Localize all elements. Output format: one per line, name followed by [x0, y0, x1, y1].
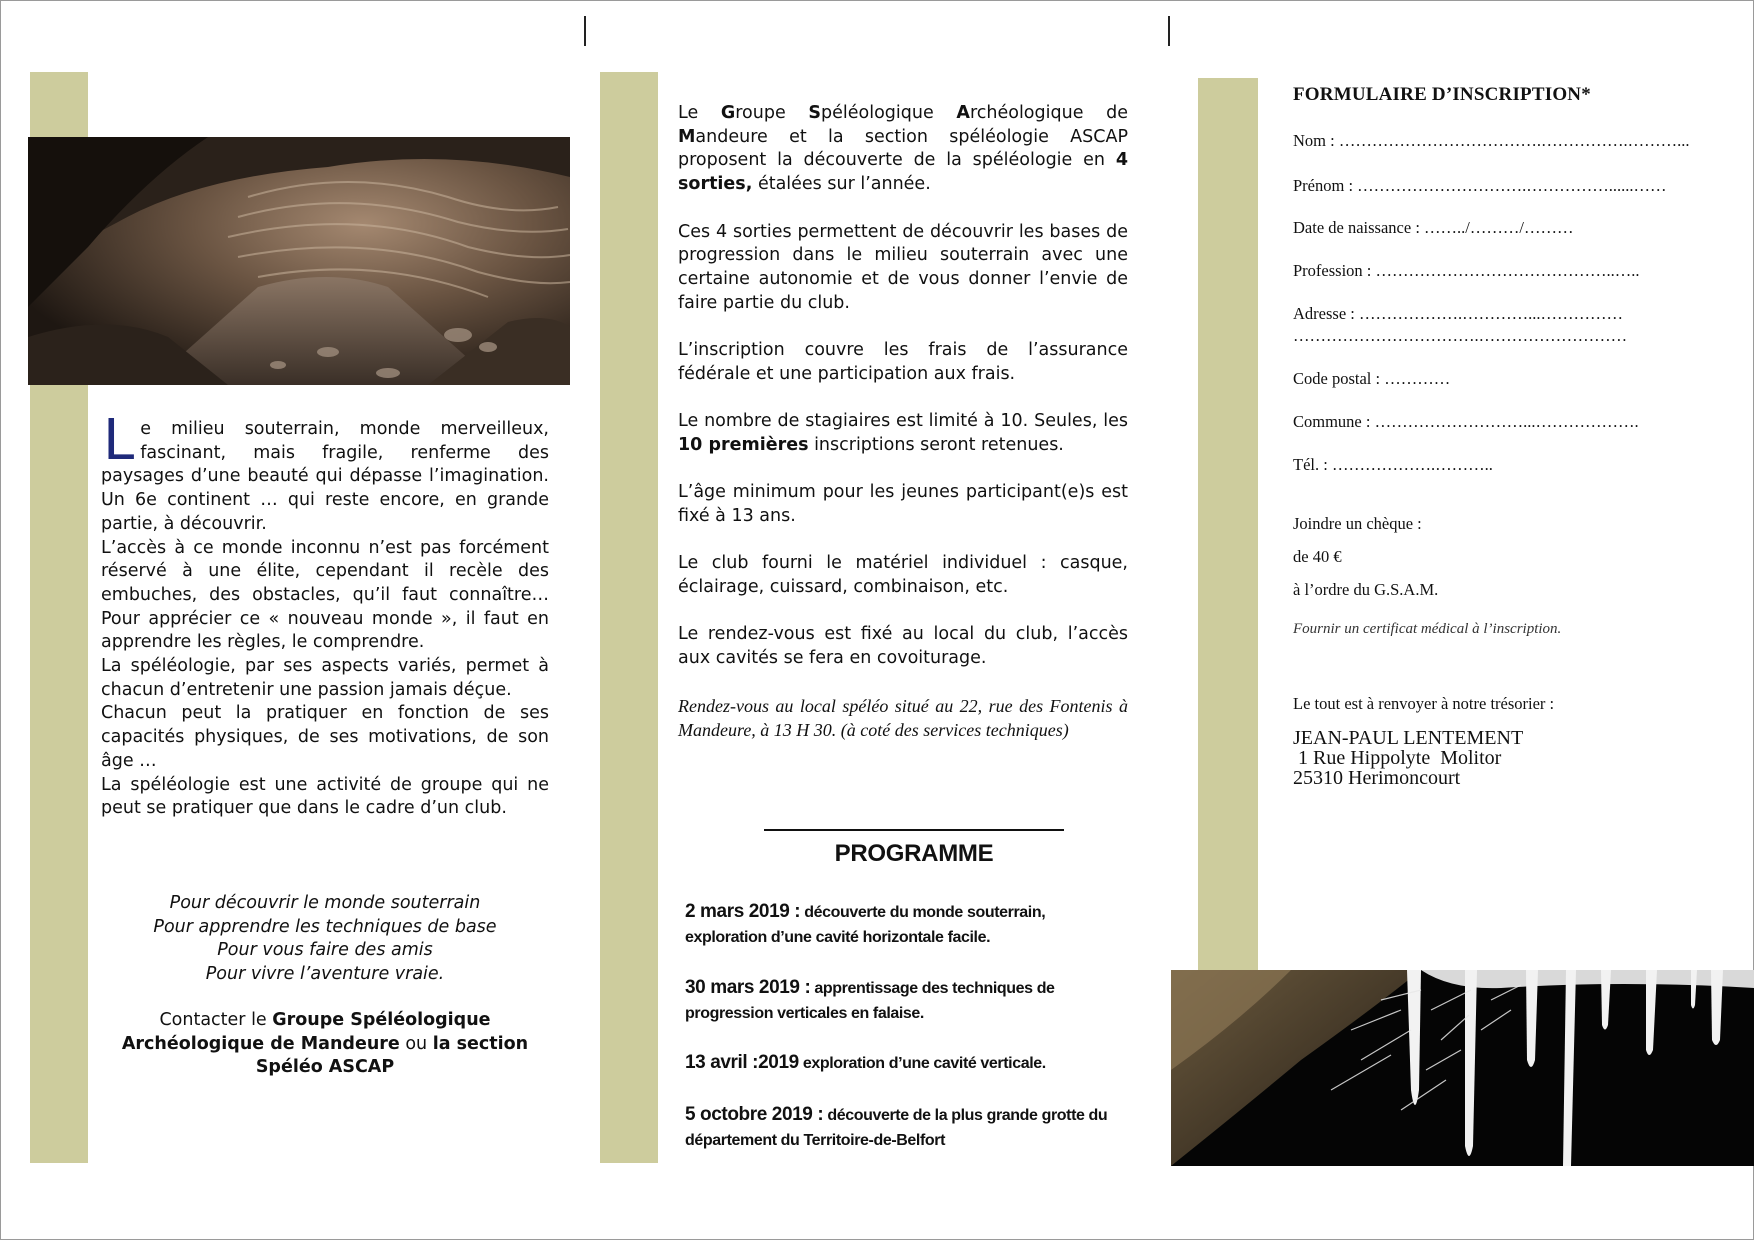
cheque-order: à l’ordre du G.S.A.M. [1293, 580, 1439, 599]
contact-text [101, 1009, 549, 1080]
contact-section: la section Spéléo ASCAP [255, 1033, 529, 1077]
intro-paragraph-5: La spéléologie est une activité de groupe qui ne peut se pratiquer que dans le cadre d’un club. [101, 774, 549, 819]
intro-paragraph-4: Chacun peut la pratiquer en fonction de ses capacités physiques, de ses motivations, de son âge … [101, 703, 549, 771]
stalactites-photo [1171, 970, 1754, 1166]
presentation-paragraph-3: L’inscription couvre les frais de l’assurance fédérale et une participation aux frais. [678, 340, 1128, 384]
field-date-naissance[interactable]: Date de naissance : ……../………/……… [1293, 218, 1574, 237]
slogan-line: Pour vivre l’aventure vraie. [205, 964, 445, 985]
field-commune[interactable]: Commune : ………………………...………………. [1293, 412, 1639, 431]
contact-prefix: Contacter le [159, 1010, 273, 1030]
intro-paragraph-1: e milieu souterrain, monde merveilleux, fascinant, mais fragile, renferme des paysages d’une beauté qui dépasse l’imagination. Un 6e continent … qui reste encore, en grande partie, à découvrir. [101, 419, 549, 534]
certificat-note: Fournir un certificat médical à l’inscription. [1293, 621, 1562, 637]
renvoi-text: Le tout est à renvoyer à notre trésorier : [1293, 694, 1555, 713]
tresorier-city: 25310 Herimoncourt [1293, 767, 1461, 789]
tresorier-name: JEAN-PAUL LENTEMENT [1293, 727, 1524, 749]
contact-group: Groupe Spéléologique Archéologique de Mandeure [121, 1010, 491, 1054]
field-adresse-line2[interactable]: …………………………….……………………… [1293, 326, 1628, 345]
presentation-paragraph-7: Le rendez-vous est fixé au local du club, l’accès aux cavités se fera en covoiturage. [678, 624, 1128, 669]
middle-panel-stripe [600, 72, 658, 1163]
programme-item: 5 octobre 2019 : découverte de la plus grande grotte du département du Territoire-de-Belfort [685, 1104, 1108, 1149]
slogan-line: Pour vous faire des amis [217, 940, 433, 961]
cheque-line: Joindre un chèque : [1293, 514, 1422, 533]
presentation-paragraph-2: Ces 4 sorties permettent de découvrir les bases de progression dans le milieu souterrain avec une certaine autonomie et de vous donner l’envie de faire partie du club. [678, 221, 1128, 313]
rendezvous-text: Rendez-vous au local spéléo situé au 22, rue des Fontenis à Mandeure, à 13 H 30. (à coté des services techniques) [678, 696, 1128, 741]
fold-mark-left [584, 16, 586, 46]
field-profession[interactable]: Profession : ……………………………………..….. [1293, 261, 1640, 280]
presentation-paragraph-6: Le club fourni le matériel individuel : casque, éclairage, cuissard, combinaison, etc. [678, 553, 1128, 597]
right-panel-stripe [1198, 78, 1258, 970]
intro-paragraph-2: L’accès à ce monde inconnu n’est pas forcément réservé à une élite, cependant il recèle des embuches, des obstacles, qu’il faut connaître… Pour apprécier ce « nouveau monde », il faut en apprendre les règles, le comprendre. [101, 537, 549, 653]
dropcap-letter: L [103, 408, 135, 473]
form-title: FORMULAIRE D’INSCRIPTION* [1293, 84, 1591, 105]
slogan-line: Pour découvrir le monde souterrain [169, 893, 481, 913]
tresorier-address [1293, 728, 1523, 788]
intro-text [101, 408, 549, 821]
slogan-line: Pour apprendre les techniques de base [153, 916, 497, 937]
fold-mark-right [1168, 16, 1170, 46]
programme-item: 13 avril :2019 exploration d’une cavité verticale. [685, 1052, 1046, 1073]
slogans [101, 892, 549, 987]
programme-item: 30 mars 2019 : apprentissage des techniques de progression verticales en falaise. [685, 977, 1055, 1022]
cave-chamber-photo [28, 137, 570, 385]
cheque-amount: de 40 € [1293, 547, 1342, 566]
presentation-paragraph-5: L’âge minimum pour les jeunes participant(e)s est fixé à 13 ans. [678, 482, 1128, 526]
presentation-text [678, 102, 1128, 766]
programme-item: 2 mars 2019 : découverte du monde souterrain, exploration d’une cavité horizontale facile. [685, 901, 1046, 946]
field-tel[interactable]: Tél. : ……………….……….. [1293, 455, 1493, 474]
field-adresse[interactable]: Adresse : ……………….…………...…………… [1293, 304, 1623, 323]
presentation-paragraph-1: Le Groupe Spéléologique Archéologique de Mandeure et la section spéléologie ASCAP proposent la découverte de la spéléologie en 4 sorties, étalées sur l’année. [678, 103, 1128, 195]
field-prenom[interactable]: Prénom : ………………………….……………......…… [1293, 176, 1667, 195]
field-code-postal[interactable]: Code postal : ………… [1293, 369, 1451, 388]
field-nom[interactable]: Nom : ……………………………….…………….………... [1293, 131, 1690, 150]
intro-paragraph-3: La spéléologie, par ses aspects variés, permet à chacun d’entretenir une passion jamais déçue. [101, 656, 549, 700]
presentation-paragraph-4: Le nombre de stagiaires est limité à 10. Seules, les 10 premières inscriptions seront retenues. [678, 411, 1128, 455]
tresorier-street: 1 Rue Hippolyte Molitor [1293, 747, 1502, 769]
contact-middle: ou [399, 1033, 433, 1054]
programme-rule [764, 829, 1064, 831]
programme-title: PROGRAMME [834, 840, 994, 867]
